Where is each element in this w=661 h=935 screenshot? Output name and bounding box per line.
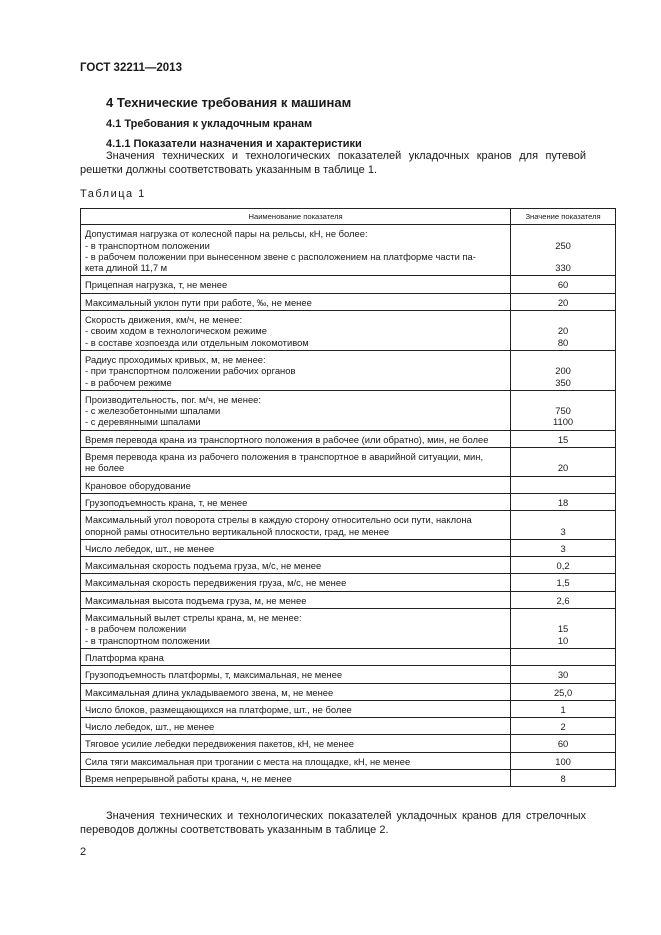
indicator-name-line: Максимальная скорость передвижения груза, м/с, не менее bbox=[85, 577, 347, 589]
indicator-value-line: 200 bbox=[555, 365, 571, 377]
table-row bbox=[81, 448, 616, 477]
table-row bbox=[81, 718, 616, 735]
indicator-name-line: Грузоподъемность платформы, т, максимальная, не менее bbox=[85, 669, 343, 681]
table-row bbox=[81, 648, 616, 665]
table-row bbox=[81, 430, 616, 447]
indicator-value bbox=[511, 609, 616, 649]
indicator-name-line: Максимальная скорость подъема груза, м/с, не менее bbox=[85, 560, 322, 572]
indicator-name bbox=[81, 735, 511, 752]
table-row bbox=[81, 539, 616, 556]
indicator-name-line: Крановое оборудование bbox=[85, 479, 191, 491]
indicator-name bbox=[81, 752, 511, 769]
indicator-value bbox=[511, 493, 616, 510]
indicator-name-line: - в составе хозпоезда или отдельным локомотивом bbox=[85, 336, 309, 348]
indicator-value-line: 25,0 bbox=[553, 686, 573, 698]
indicator-name bbox=[81, 574, 511, 591]
indicator-value-line: 1 bbox=[560, 703, 566, 715]
indicator-value bbox=[511, 648, 616, 665]
indicator-value bbox=[511, 350, 616, 390]
indicator-name bbox=[81, 718, 511, 735]
indicator-name bbox=[81, 591, 511, 608]
indicator-value bbox=[511, 718, 616, 735]
indicator-value-line: 0,2 bbox=[556, 560, 570, 572]
indicator-name-line: Максимальный вылет стрелы крана, м, не менее: bbox=[85, 612, 302, 624]
table-row bbox=[81, 574, 616, 591]
table-row bbox=[81, 276, 616, 293]
indicator-value bbox=[511, 574, 616, 591]
indicator-value bbox=[511, 769, 616, 786]
table-row bbox=[81, 591, 616, 608]
indicator-name-line: Производительность, пог. м/ч, не менее: bbox=[85, 393, 261, 405]
indicator-value-line: 3 bbox=[560, 542, 566, 554]
indicator-value-line: 20 bbox=[557, 325, 569, 337]
indicator-name-line: Максимальный уклон пути при работе, ‰, не менее bbox=[85, 296, 312, 308]
indicator-name-line: Число блоков, размещающихся на платформе, шт., не более bbox=[85, 703, 352, 715]
indicator-name bbox=[81, 769, 511, 786]
indicator-value bbox=[511, 276, 616, 293]
indicator-value-line: 1100 bbox=[552, 416, 574, 428]
table-row bbox=[81, 476, 616, 493]
indicator-name-line: Число лебедок, шт., не менее bbox=[85, 542, 215, 554]
table-row bbox=[81, 493, 616, 510]
table-row bbox=[81, 293, 616, 310]
indicator-name-line: - с железобетонными шпалами bbox=[85, 405, 221, 417]
indicator-name-line: Время перевода крана из рабочего положения в транспортное в аварийной ситуации, мин, bbox=[85, 451, 484, 463]
table-row bbox=[81, 557, 616, 574]
table-row bbox=[81, 769, 616, 786]
indicator-name-line: Платформа крана bbox=[85, 651, 164, 663]
intro-paragraph: Значения технических и технологических показателей укладочных кранов для путевой решетки должны соответствовать указанным в таблице 1. bbox=[80, 150, 586, 176]
indicator-name bbox=[81, 430, 511, 447]
indicator-value-line: 20 bbox=[557, 462, 569, 474]
indicator-name-line: - в рабочем положении при вынесенном звене с расположением на платформе части па- bbox=[85, 250, 476, 262]
indicator-value bbox=[511, 666, 616, 683]
indicator-name bbox=[81, 390, 511, 430]
indicator-value bbox=[511, 557, 616, 574]
indicator-value-line: 330 bbox=[555, 262, 571, 274]
table-row bbox=[81, 311, 616, 351]
indicator-name-line: Радиус проходимых кривых, м, не менее: bbox=[85, 353, 266, 365]
indicator-value-line: 2,6 bbox=[556, 594, 570, 606]
specs-table bbox=[80, 208, 616, 787]
indicator-value-line: 15 bbox=[557, 433, 569, 445]
outro-paragraph: Значения технических и технологических показателей укладочных кранов для стрелочных переводов должны соответствовать указанным в таблице 2. bbox=[80, 810, 586, 836]
table-row bbox=[81, 752, 616, 769]
indicator-name-line: кета длиной 11,7 м bbox=[85, 262, 168, 274]
indicator-value bbox=[511, 448, 616, 477]
indicator-value-line bbox=[515, 652, 611, 663]
indicator-name-line: - при транспортном положении рабочих органов bbox=[85, 365, 296, 377]
indicator-name-line: - своим ходом в технологическом режиме bbox=[85, 325, 267, 337]
subsection-title: 4.1 Требования к укладочным кранам bbox=[106, 118, 313, 130]
indicator-value bbox=[511, 476, 616, 493]
indicator-name bbox=[81, 293, 511, 310]
indicator-name-line: - в транспортном положении bbox=[85, 239, 210, 251]
indicator-value-line: 1,5 bbox=[556, 577, 570, 589]
table-row bbox=[81, 609, 616, 649]
indicator-value bbox=[511, 430, 616, 447]
indicator-name bbox=[81, 609, 511, 649]
table-row bbox=[81, 225, 616, 276]
indicator-name-line: - в транспортном положении bbox=[85, 634, 210, 646]
indicator-name-line: Число лебедок, шт., не менее bbox=[85, 721, 215, 733]
indicator-name-line: опорной рамы относительно вертикальной плоскости, град, не менее bbox=[85, 525, 390, 537]
indicator-name bbox=[81, 683, 511, 700]
indicator-value-line: 3 bbox=[560, 525, 566, 537]
indicator-name-line: Время непрерывной работы крана, ч, не менее bbox=[85, 772, 292, 784]
indicator-name bbox=[81, 225, 511, 276]
indicator-name bbox=[81, 648, 511, 665]
indicator-name-line: - с деревянными шпалами bbox=[85, 416, 201, 428]
indicator-name bbox=[81, 700, 511, 717]
indicator-value bbox=[511, 752, 616, 769]
indicator-value-line: 8 bbox=[560, 772, 566, 784]
column-header-name: Наименование показателя bbox=[81, 209, 511, 225]
indicator-value bbox=[511, 683, 616, 700]
document-header: ГОСТ 32211—2013 bbox=[80, 62, 182, 74]
indicator-name bbox=[81, 276, 511, 293]
indicator-value-line bbox=[515, 480, 611, 491]
section-title: 4 Технические требования к машинам bbox=[106, 95, 352, 110]
indicator-value-line: 750 bbox=[555, 405, 571, 417]
indicator-name-line: Сила тяги максимальная при трогании с места на площадке, кН, не менее bbox=[85, 755, 411, 767]
indicator-name-line: Максимальная длина укладываемого звена, м, не менее bbox=[85, 686, 334, 698]
indicator-value bbox=[511, 311, 616, 351]
indicator-value-line bbox=[515, 251, 611, 262]
table-row bbox=[81, 390, 616, 430]
indicator-name-line: Допустимая нагрузка от колесной пары на рельсы, кН, не более: bbox=[85, 228, 368, 240]
indicator-name bbox=[81, 448, 511, 477]
table-row bbox=[81, 735, 616, 752]
indicator-value-line: 10 bbox=[557, 634, 569, 646]
column-header-value: Значение показателя bbox=[511, 209, 616, 225]
indicator-name bbox=[81, 476, 511, 493]
table-row bbox=[81, 666, 616, 683]
indicator-value-line: 20 bbox=[557, 296, 569, 308]
indicator-name-line: Время перевода крана из транспортного положения в рабочее (или обратно), мин, не более bbox=[85, 433, 489, 445]
indicator-value-line: 60 bbox=[557, 279, 569, 291]
table-row bbox=[81, 511, 616, 540]
table-header-row bbox=[81, 209, 616, 225]
table-row bbox=[81, 700, 616, 717]
indicator-name bbox=[81, 666, 511, 683]
indicator-value-line: 350 bbox=[555, 376, 571, 388]
indicator-value-line: 15 bbox=[557, 623, 569, 635]
indicator-value-line: 60 bbox=[557, 738, 569, 750]
indicator-name bbox=[81, 350, 511, 390]
indicator-value-line: 100 bbox=[555, 755, 571, 767]
indicator-value bbox=[511, 511, 616, 540]
indicator-name-line: Прицепная нагрузка, т, не менее bbox=[85, 279, 228, 291]
subsubsection-title: 4.1.1 Показатели назначения и характеристики bbox=[106, 138, 362, 150]
table-row bbox=[81, 683, 616, 700]
indicator-value bbox=[511, 700, 616, 717]
indicator-value-line: 80 bbox=[557, 336, 569, 348]
indicator-name-line: - в рабочем положении bbox=[85, 623, 187, 635]
table-row bbox=[81, 350, 616, 390]
indicator-value bbox=[511, 225, 616, 276]
indicator-value-line: 2 bbox=[560, 721, 566, 733]
indicator-value bbox=[511, 390, 616, 430]
indicator-name-line: Максимальная высота подъема груза, м, не менее bbox=[85, 594, 307, 606]
indicator-value-line: 18 bbox=[557, 496, 569, 508]
indicator-name-line: Грузоподъемность крана, т, не менее bbox=[85, 496, 248, 508]
indicator-value-line: 30 bbox=[557, 669, 569, 681]
indicator-value bbox=[511, 591, 616, 608]
indicator-name-line: не более bbox=[85, 462, 125, 474]
indicator-name-line: Скорость движения, км/ч, не менее: bbox=[85, 314, 243, 326]
indicator-value bbox=[511, 735, 616, 752]
indicator-name bbox=[81, 539, 511, 556]
indicator-name-line: - в рабочем режиме bbox=[85, 376, 172, 388]
indicator-name bbox=[81, 311, 511, 351]
indicator-value-line: 250 bbox=[555, 239, 571, 251]
indicator-name-line: Максимальный угол поворота стрелы в каждую сторону относительно оси пути, наклона bbox=[85, 514, 472, 526]
table-body bbox=[81, 225, 616, 787]
indicator-name bbox=[81, 493, 511, 510]
page-number: 2 bbox=[80, 846, 87, 858]
indicator-name bbox=[81, 557, 511, 574]
indicator-value bbox=[511, 293, 616, 310]
indicator-name-line: Тяговое усилие лебедки передвижения пакетов, кН, не менее bbox=[85, 738, 355, 750]
indicator-value bbox=[511, 539, 616, 556]
table-caption: Таблица 1 bbox=[80, 188, 146, 200]
indicator-name bbox=[81, 511, 511, 540]
